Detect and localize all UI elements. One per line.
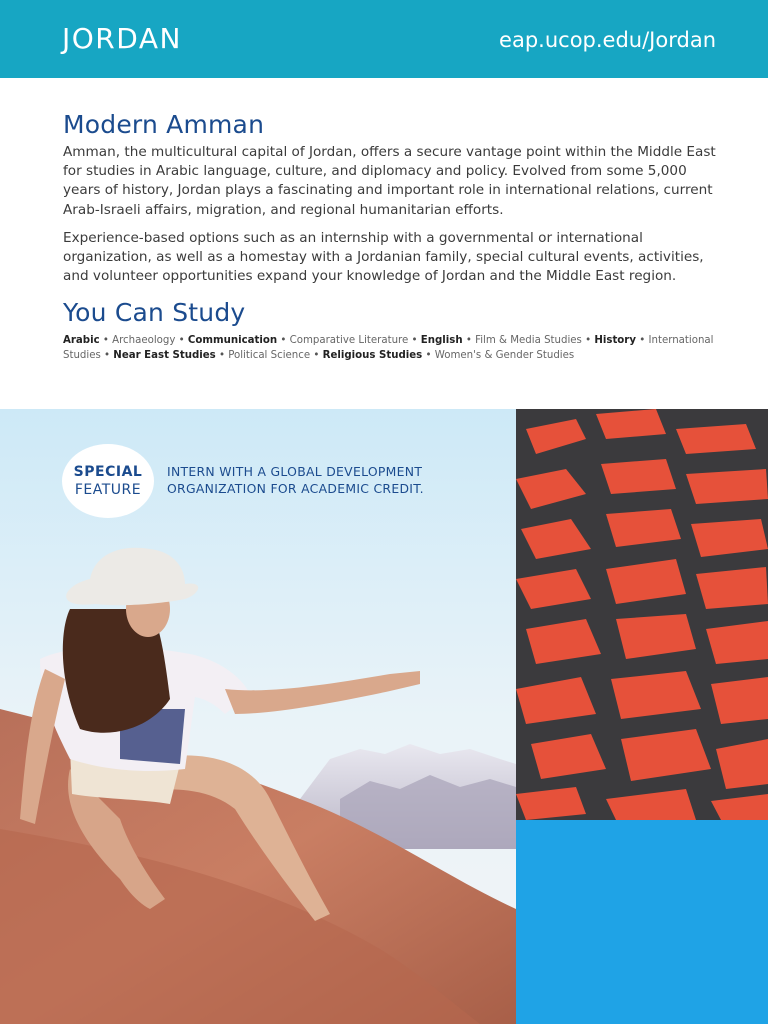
intro-paragraph: Amman, the multicultural capital of Jordan, offers a secure vantage point within the Middle East for studies in Arabic language, culture, and diplomacy and policy. Evolved from some 5,000 years of history, Jordan plays a fascinating and important role in international relations, current Arab-Israeli affairs, migration, and regional humanitarian efforts. [63, 144, 716, 218]
subject-item: Archaeology [112, 335, 176, 347]
pattern-image [516, 409, 768, 820]
subject-item: Women's & Gender Studies [434, 350, 575, 362]
feature-text-line-2: ORGANIZATION FOR ACADEMIC CREDIT. [167, 480, 424, 496]
subject-separator: • [100, 350, 114, 362]
subject-separator: • [175, 335, 188, 347]
subject-item: Arabic [63, 335, 100, 347]
country-title: JORDAN [62, 22, 182, 55]
subject-separator: • [462, 335, 476, 347]
subject-separator: • [310, 350, 323, 362]
section-title-modern-amman: Modern Amman [63, 110, 265, 139]
red-pattern-photo [516, 409, 768, 820]
header-bar [0, 0, 768, 78]
blue-color-panel [516, 820, 768, 1024]
badge-line-feature: FEATURE [74, 482, 142, 498]
subject-item: International Studies [63, 335, 714, 362]
subject-separator: • [99, 335, 113, 347]
section-title-you-can-study: You Can Study [63, 298, 246, 328]
badge-line-special: SPECIAL [73, 464, 143, 480]
subject-separator: • [581, 335, 595, 347]
special-feature-text [167, 464, 467, 497]
program-url[interactable]: eap.ucop.edu/Jordan [499, 28, 716, 52]
special-feature-badge [62, 444, 154, 518]
subject-separator: • [635, 335, 649, 347]
subject-separator: • [422, 350, 435, 362]
subject-separator: • [215, 350, 229, 362]
subject-item: Near East Studies [113, 350, 216, 362]
subject-item: History [594, 335, 636, 347]
subject-item: Religious Studies [322, 350, 423, 362]
main-content [63, 110, 723, 363]
subject-separator: • [408, 335, 421, 347]
feature-text-line-1: INTERN WITH A GLOBAL DEVELOPMENT [167, 464, 423, 479]
subject-item: Film & Media Studies [475, 335, 582, 347]
subject-list [63, 333, 723, 363]
subject-item: Political Science [228, 350, 311, 362]
subject-separator: • [277, 335, 290, 347]
subject-item: Communication [187, 335, 278, 347]
experience-paragraph: Experience-based options such as an internship with a governmental or international organization, as well as a homestay with a Jordanian family, special cultural events, activities, and volunteer opportunities expand your knowledge of Jordan and the Middle East region. [63, 229, 704, 285]
subject-item: English [420, 335, 463, 347]
subject-item: Comparative Literature [289, 335, 409, 347]
